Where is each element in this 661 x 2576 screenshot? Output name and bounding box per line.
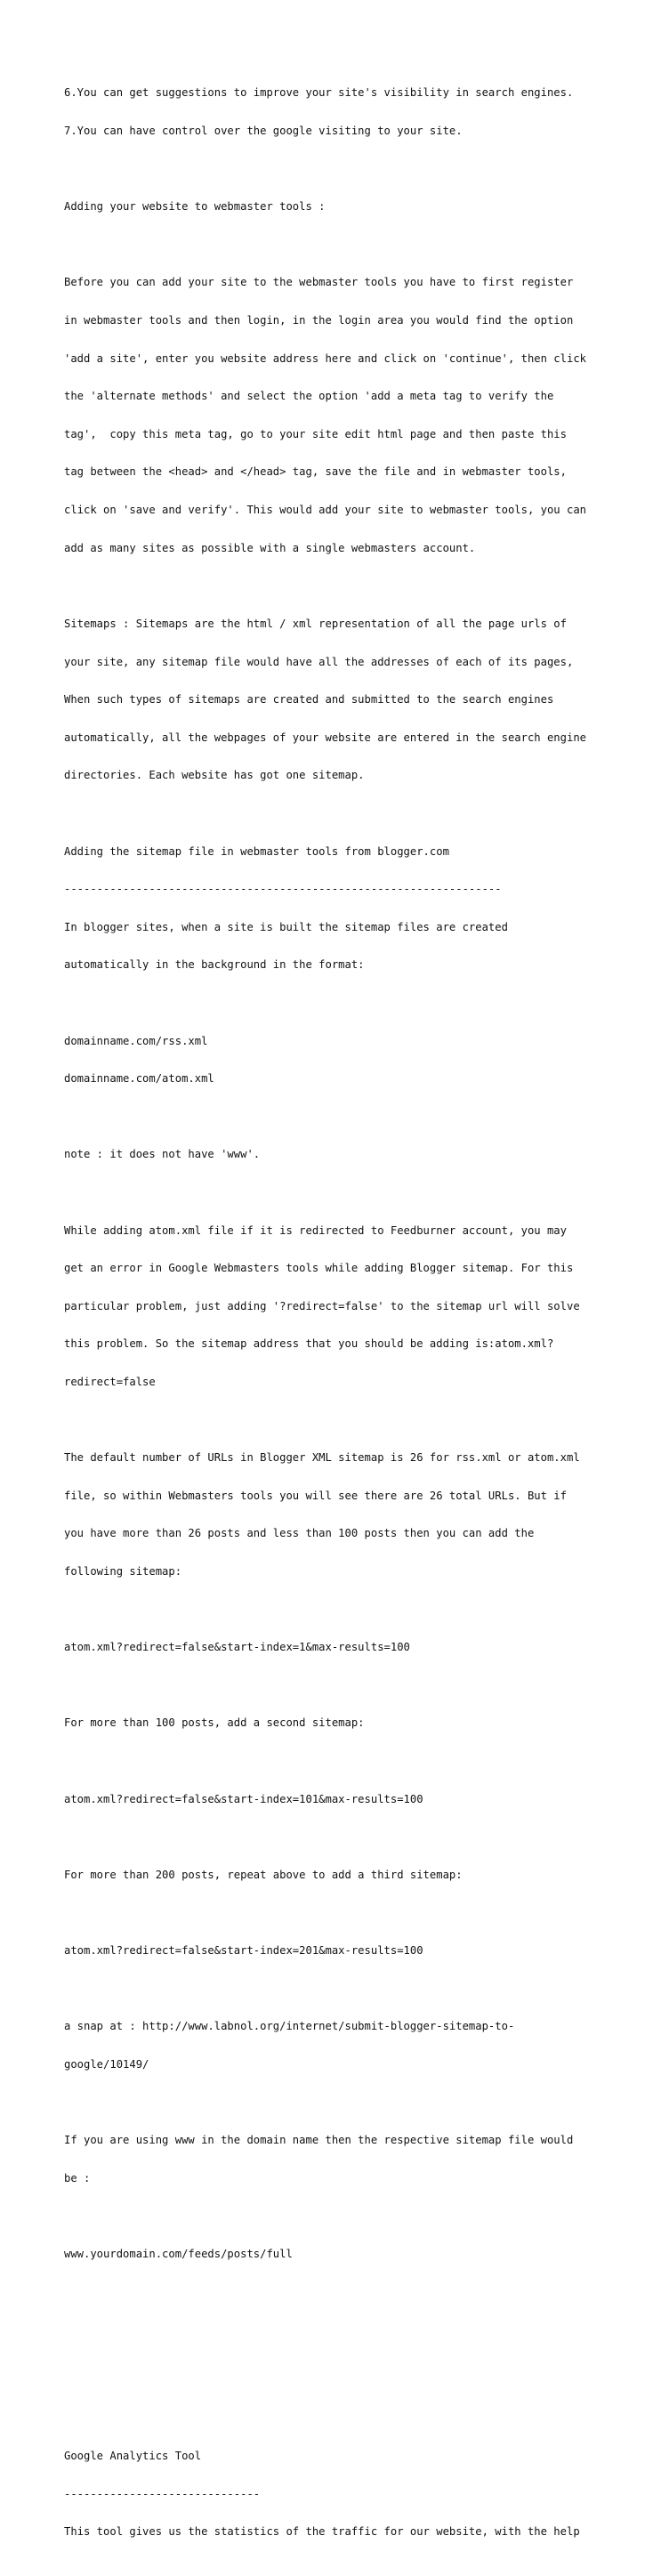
text-line: For more than 100 posts, add a second sitemap: [64, 1716, 365, 1730]
blank-line [64, 2298, 616, 2349]
text-line: This tool gives us the statistics of the traffic for our website, with the help [64, 2525, 580, 2539]
text-line: When such types of sitemaps are created and submitted to the search engines [64, 693, 554, 707]
text-line: the 'alternate methods' and select the option 'add a meta tag to verify the [64, 390, 554, 403]
text-line: Before you can add your site to the webmaster tools you have to first register [64, 276, 574, 289]
text-line: Google Analytics Tool [64, 2450, 202, 2463]
text-line: domainname.com/atom.xml [64, 1072, 214, 1086]
code-line [64, 2222, 616, 2285]
text-line: atom.xml?redirect=false&start-index=1&max-results=100 [64, 1641, 410, 1654]
text-line: redirect=false [64, 1376, 156, 1389]
code-line [64, 1616, 616, 1679]
paragraph [64, 592, 616, 806]
paragraph [64, 61, 616, 163]
text-line: 7.You can have control over the google visiting to your site. [64, 125, 463, 138]
text-line: domainname.com/rss.xml [64, 1034, 208, 1047]
section-heading [64, 820, 616, 997]
code-line [64, 1919, 616, 1982]
paragraph [64, 1692, 616, 1755]
text-line: atom.xml?redirect=false&start-index=101&max-results=100 [64, 1792, 423, 1805]
paragraph [64, 1995, 616, 2096]
paragraph [64, 1123, 616, 1186]
text-line: google/10149/ [64, 2057, 149, 2071]
text-line: tag', copy this meta tag, go to your site edit html page and then paste this [64, 427, 567, 440]
code-block [64, 1009, 616, 1110]
text-line: www.yourdomain.com/feeds/posts/full [64, 2247, 293, 2260]
heading-underline: ------------------------------ [64, 2487, 261, 2500]
text-line: note : it does not have 'www'. [64, 1148, 261, 1161]
text-line: get an error in Google Webmasters tools while adding Blogger sitemap. For this [64, 1262, 574, 1275]
text-line: you have more than 26 posts and less than 100 posts then you can add the [64, 1527, 535, 1540]
text-line: 'add a site', enter you website address here and click on 'continue', then click [64, 351, 586, 365]
paragraph [64, 251, 616, 579]
text-line: this problem. So the sitemap address that you should be adding is:atom.xml? [64, 1337, 554, 1351]
text-line: atom.xml?redirect=false&start-index=201&max-results=100 [64, 1944, 423, 1958]
text-line: For more than 200 posts, repeat above to add a third sitemap: [64, 1868, 463, 1881]
text-line: directories. Each website has got one sitemap. [64, 769, 365, 782]
text-line: file, so within Webmasters tools you will see there are 26 total URLs. But if [64, 1489, 567, 1502]
text-line: Sitemaps : Sitemaps are the html / xml representation of all the page urls of [64, 617, 567, 630]
code-line [64, 1767, 616, 1830]
paragraph [64, 1843, 616, 1906]
text-line: While adding atom.xml file if it is redirected to Feedburner account, you may [64, 1223, 567, 1237]
text-line: tag between the <head> and </head> tag, save the file and in webmaster tools, [64, 465, 567, 479]
text-line: click on 'save and verify'. This would add your site to webmaster tools, you can [64, 504, 586, 517]
text-line: The default number of URLs in Blogger XML sitemap is 26 for rss.xml or atom.xml [64, 1451, 580, 1465]
text-line: your site, any sitemap file would have all the addresses of each of its pages, [64, 655, 574, 668]
section-heading [64, 175, 616, 238]
text-line: automatically, all the webpages of your website are entered in the search engine [64, 731, 586, 744]
text-line: Adding the sitemap file in webmaster tools from blogger.com [64, 844, 449, 858]
text-line: in webmaster tools and then login, in the login area you would find the option [64, 314, 574, 327]
text-line: automatically in the background in the format: [64, 958, 365, 972]
text-line: be : [64, 2171, 91, 2184]
blank-line [64, 2362, 616, 2412]
section-heading [64, 2425, 616, 2564]
paragraph [64, 1199, 616, 1413]
text-line: 6.You can get suggestions to improve your site's visibility in search engines. [64, 86, 574, 100]
text-line: following sitemap: [64, 1565, 182, 1579]
text-line: If you are using www in the domain name then the respective sitemap file would [64, 2134, 574, 2147]
document-page [64, 61, 616, 2576]
text-line: a snap at : http://www.labnol.org/internet/submit-blogger-sitemap-to- [64, 2020, 515, 2033]
text-line: particular problem, just adding '?redirect=false' to the sitemap url will solve [64, 1299, 580, 1312]
heading-underline: ------------------------------------------------------------------- [64, 883, 502, 896]
text-line: In blogger sites, when a site is built the sitemap files are created [64, 920, 508, 933]
text-line: add as many sites as possible with a single webmasters account. [64, 541, 476, 554]
text-line: Adding your website to webmaster tools : [64, 200, 326, 214]
paragraph [64, 2109, 616, 2210]
paragraph [64, 1426, 616, 1603]
